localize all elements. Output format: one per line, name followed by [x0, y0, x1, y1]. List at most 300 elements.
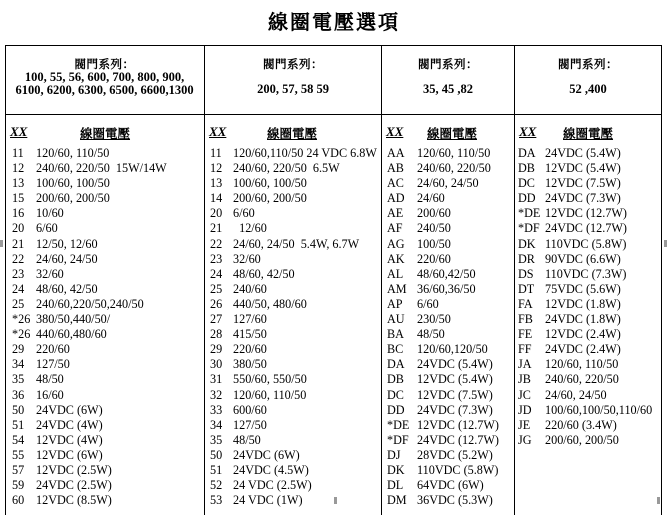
voltage-row — [12, 357, 202, 372]
voltage-value: 600/60 — [233, 402, 267, 417]
voltage-value: 48/60, 42/50 — [36, 281, 98, 296]
voltage-row — [210, 161, 380, 176]
voltage-value: 380/50,440/50/ — [36, 312, 111, 327]
voltage-row — [387, 282, 513, 297]
voltage-row — [12, 146, 202, 161]
voltage-row — [210, 388, 380, 403]
voltage-value: 12VDC (1.8W) — [545, 296, 621, 311]
voltage-row — [12, 478, 202, 493]
voltage-code: JD — [518, 402, 532, 417]
voltage-row — [518, 176, 660, 191]
voltage-value: 24VDC (12.7W) — [545, 221, 627, 236]
voltage-row — [387, 463, 513, 478]
voltage-code: AF — [387, 221, 403, 236]
voltage-code: 28 — [210, 327, 223, 342]
voltage-value: 240/60, 220/50 15W/14W — [36, 161, 167, 176]
voltage-row — [210, 206, 380, 221]
voltage-code: 23 — [12, 266, 25, 281]
voltage-value: 100/60,100/50,110/60 — [545, 402, 653, 417]
voltage-code: DR — [518, 251, 535, 266]
voltage-value: 12/50, 12/60 — [36, 236, 98, 251]
code-header: XX — [209, 124, 227, 139]
voltage-value: 12VDC (8.5W) — [36, 493, 112, 508]
voltage-row — [518, 161, 660, 176]
voltage-code: DS — [518, 266, 534, 281]
voltage-row — [12, 161, 202, 176]
voltage-value: 24VDC (5.4W) — [417, 357, 493, 372]
voltage-code: 16 — [12, 206, 25, 221]
voltage-code: 52 — [210, 478, 223, 493]
voltage-code: AD — [387, 191, 405, 206]
voltage-code: AB — [387, 161, 404, 176]
voltage-row — [210, 267, 380, 282]
voltage-row — [518, 206, 660, 221]
voltage-row — [12, 297, 202, 312]
voltage-row — [210, 221, 380, 236]
voltage-value: 90VDC (6.6W) — [545, 251, 621, 266]
voltage-list-2 — [210, 146, 380, 508]
voltage-value: 28VDC (5.2W) — [417, 447, 493, 462]
voltage-code: 60 — [12, 493, 25, 508]
voltage-value: 100/60, 100/50 — [36, 176, 110, 191]
voltage-row — [210, 312, 380, 327]
voltage-code: 51 — [12, 417, 25, 432]
voltage-code: 50 — [12, 402, 25, 417]
voltage-value: 380/50 — [233, 357, 267, 372]
voltage-value: 12VDC (7.5W) — [545, 176, 621, 191]
voltage-code: DC — [518, 176, 535, 191]
series-header-1 — [5, 58, 204, 97]
voltage-value: 24 VDC (1W) — [233, 493, 303, 508]
voltage-value: 32/60 — [36, 266, 64, 281]
voltage-code: 15 — [12, 191, 25, 206]
voltage-code: DD — [387, 402, 405, 417]
voltage-row — [518, 221, 660, 236]
voltage-value: 24VDC (4.5W) — [233, 462, 309, 477]
voltage-row — [518, 327, 660, 342]
series-line: 35, 45 ,82 — [423, 82, 473, 96]
voltage-code: 23 — [210, 251, 223, 266]
voltage-row — [12, 221, 202, 236]
voltage-code: 53 — [210, 493, 223, 508]
voltage-code: DJ — [387, 447, 401, 462]
voltage-header: 線圈電壓 — [80, 126, 131, 141]
voltage-value: 24 VDC (2.5W) — [233, 478, 312, 493]
voltage-code: FB — [518, 312, 533, 327]
column-header-4 — [519, 124, 659, 140]
voltage-code: 50 — [210, 447, 223, 462]
voltage-value: 230/50 — [417, 312, 451, 327]
voltage-value: 127/50 — [36, 357, 70, 372]
voltage-list-4 — [518, 146, 660, 448]
voltage-row — [387, 418, 513, 433]
voltage-code: 21 — [12, 236, 25, 251]
header-divider — [5, 114, 662, 115]
voltage-code: DC — [387, 387, 404, 402]
code-header: XX — [519, 124, 537, 139]
series-label: 閥門系列： — [418, 57, 478, 71]
column-header-1 — [10, 124, 200, 140]
voltage-code: BA — [387, 327, 404, 342]
voltage-code: DK — [518, 236, 536, 251]
voltage-code: AU — [387, 312, 405, 327]
series-label: 閥門系列： — [558, 57, 618, 71]
voltage-value: 16/60 — [36, 387, 64, 402]
voltage-code: 26 — [210, 296, 223, 311]
voltage-value: 10/60 — [36, 206, 64, 221]
voltage-code: 13 — [12, 176, 25, 191]
voltage-value: 6/60 — [233, 206, 255, 221]
voltage-value: 24/60 — [417, 191, 445, 206]
voltage-row — [387, 206, 513, 221]
voltage-row — [518, 388, 660, 403]
voltage-code: 20 — [12, 221, 25, 236]
voltage-code: JB — [518, 372, 531, 387]
voltage-row — [12, 267, 202, 282]
voltage-value: 415/50 — [233, 327, 267, 342]
voltage-value: 220/60 — [233, 342, 267, 357]
voltage-row — [12, 237, 202, 252]
voltage-value: 120/60, 110/50 — [233, 387, 307, 402]
voltage-value: 24/60, 24/50 5.4W, 6.7W — [233, 236, 360, 251]
voltage-value: 48/50 — [417, 327, 445, 342]
voltage-value: 12VDC (7.5W) — [417, 387, 493, 402]
voltage-code: *26 — [12, 312, 31, 327]
series-header-4 — [515, 58, 661, 96]
voltage-value: 120/60,120/50 — [417, 342, 488, 357]
voltage-value: 75VDC (5.6W) — [545, 281, 621, 296]
voltage-value: 100/50 — [417, 236, 451, 251]
voltage-value: 240/60, 220/50 6.5W — [233, 161, 340, 176]
voltage-code: 11 — [12, 146, 24, 160]
voltage-value: 12VDC (12.7W) — [417, 417, 499, 432]
voltage-row — [12, 312, 202, 327]
voltage-row — [518, 403, 660, 418]
voltage-code: 29 — [210, 342, 223, 357]
series-header-3 — [382, 58, 514, 96]
voltage-code: 24 — [12, 281, 25, 296]
voltage-value: 48/50 — [36, 372, 64, 387]
voltage-header: 線圈電壓 — [563, 126, 614, 141]
voltage-code: 34 — [12, 357, 25, 372]
voltage-value: 200/60, 200/50 — [233, 191, 307, 206]
series-line: 200, 57, 58 59 — [257, 82, 329, 96]
series-line: 100, 55, 56, 600, 700, 800, 900, — [24, 70, 185, 84]
voltage-row — [518, 146, 660, 161]
voltage-row — [12, 206, 202, 221]
voltage-code: AE — [387, 206, 404, 221]
voltage-row — [210, 191, 380, 206]
voltage-code: 55 — [12, 447, 25, 462]
voltage-value: 200/60 — [417, 206, 451, 221]
voltage-row — [387, 237, 513, 252]
voltage-value: 6/60 — [36, 221, 58, 236]
voltage-code: 22 — [210, 236, 223, 251]
voltage-value: 12VDC (4W) — [36, 432, 103, 447]
voltage-value: 120/60, 110/50 — [417, 146, 491, 160]
voltage-value: 220/60 — [36, 342, 70, 357]
voltage-row — [12, 388, 202, 403]
voltage-list-3 — [387, 146, 513, 508]
voltage-code: *DF — [518, 221, 540, 236]
voltage-row — [387, 191, 513, 206]
voltage-value: 36VDC (5.3W) — [417, 493, 493, 508]
voltage-value: 24VDC (5.4W) — [545, 146, 621, 160]
voltage-row — [210, 342, 380, 357]
voltage-row — [518, 191, 660, 206]
voltage-code: AP — [387, 296, 403, 311]
series-label: 閥門系列： — [74, 57, 135, 71]
voltage-code: AC — [387, 176, 404, 191]
voltage-row — [518, 267, 660, 282]
voltage-row — [210, 418, 380, 433]
voltage-code: JE — [518, 417, 531, 432]
voltage-value: 12VDC (2.4W) — [545, 327, 621, 342]
voltage-value: 12VDC (2.5W) — [36, 462, 112, 477]
voltage-value: 24/60, 24/50 — [417, 176, 479, 191]
voltage-row — [210, 372, 380, 387]
voltage-row — [210, 448, 380, 463]
voltage-value: 32/60 — [233, 251, 261, 266]
scan-mark — [657, 497, 660, 504]
voltage-code: 34 — [210, 417, 223, 432]
voltage-value: 200/60, 200/50 — [545, 432, 619, 447]
voltage-code: 11 — [210, 146, 222, 160]
voltage-code: AA — [387, 146, 405, 160]
voltage-row — [387, 372, 513, 387]
voltage-code: JG — [518, 432, 532, 447]
voltage-row — [387, 176, 513, 191]
voltage-row — [518, 357, 660, 372]
voltage-row — [387, 297, 513, 312]
voltage-value: 24VDC (6W) — [233, 447, 300, 462]
voltage-code: DT — [518, 281, 535, 296]
column-divider — [381, 45, 382, 515]
voltage-row — [518, 252, 660, 267]
code-header: XX — [10, 124, 28, 139]
voltage-row — [12, 433, 202, 448]
voltage-value: 12VDC (5.4W) — [545, 161, 621, 176]
voltage-row — [387, 252, 513, 267]
voltage-code: 32 — [210, 387, 223, 402]
voltage-code: AK — [387, 251, 405, 266]
voltage-value: 24VDC (6W) — [36, 402, 103, 417]
voltage-value: 120/60, 110/50 — [36, 146, 110, 160]
voltage-code: 51 — [210, 462, 223, 477]
voltage-value: 220/60 (3.4W) — [545, 417, 617, 432]
voltage-header: 線圈電壓 — [427, 126, 478, 141]
voltage-row — [12, 282, 202, 297]
voltage-row — [12, 327, 202, 342]
voltage-value: 240/60,220/50,240/50 — [36, 296, 144, 311]
voltage-row — [387, 161, 513, 176]
voltage-row — [518, 372, 660, 387]
voltage-row — [518, 418, 660, 433]
voltage-value: 240/60, 220/50 — [545, 372, 619, 387]
voltage-value: 110VDC (7.3W) — [545, 266, 627, 281]
voltage-code: DD — [518, 191, 536, 206]
voltage-value: 48/60,42/50 — [417, 266, 476, 281]
voltage-value: 24/60, 24/50 — [545, 387, 607, 402]
column-header-2 — [209, 124, 379, 140]
voltage-code: 27 — [210, 312, 223, 327]
voltage-code: 13 — [210, 176, 223, 191]
voltage-value: 100/60, 100/50 — [233, 176, 307, 191]
voltage-value: 24VDC (12.7W) — [417, 432, 499, 447]
voltage-value: 240/50 — [417, 221, 451, 236]
voltage-code: 21 — [210, 221, 223, 236]
voltage-value: 24VDC (2.4W) — [545, 342, 621, 357]
voltage-value: 440/50, 480/60 — [233, 296, 307, 311]
voltage-code: 12 — [12, 161, 25, 176]
voltage-row — [518, 237, 660, 252]
voltage-value: 440/60,480/60 — [36, 327, 107, 342]
voltage-code: DA — [387, 357, 405, 372]
voltage-code: DA — [518, 146, 536, 160]
voltage-row — [12, 403, 202, 418]
voltage-code: 36 — [12, 387, 25, 402]
voltage-code: 31 — [210, 372, 223, 387]
voltage-header: 線圈電壓 — [267, 126, 318, 141]
voltage-row — [387, 478, 513, 493]
voltage-list-1 — [12, 146, 202, 508]
voltage-row — [12, 191, 202, 206]
voltage-code: 20 — [210, 206, 223, 221]
voltage-value: 12VDC (5.4W) — [417, 372, 493, 387]
voltage-value: 36/60,36/50 — [417, 281, 476, 296]
voltage-code: *DE — [518, 206, 541, 221]
voltage-row — [210, 463, 380, 478]
voltage-row — [210, 237, 380, 252]
series-label: 閥門系列： — [263, 57, 323, 71]
voltage-row — [518, 342, 660, 357]
voltage-row — [387, 146, 513, 161]
voltage-code: DB — [518, 161, 535, 176]
voltage-value: 220/60 — [417, 251, 451, 266]
voltage-code: 57 — [12, 462, 25, 477]
voltage-row — [387, 267, 513, 282]
voltage-code: 59 — [12, 478, 25, 493]
voltage-value: 200/60, 200/50 — [36, 191, 110, 206]
scan-mark — [0, 240, 3, 247]
voltage-row — [387, 433, 513, 448]
voltage-row — [210, 433, 380, 448]
voltage-row — [210, 282, 380, 297]
page-title: 線圈電壓選項 — [268, 10, 400, 34]
code-header: XX — [386, 124, 404, 139]
voltage-value: 24VDC (7.3W) — [545, 191, 621, 206]
voltage-value: 110VDC (5.8W) — [545, 236, 627, 251]
voltage-row — [210, 357, 380, 372]
voltage-code: 25 — [210, 281, 223, 296]
voltage-row — [210, 493, 380, 508]
voltage-value: 12/60 — [233, 221, 267, 236]
voltage-row — [518, 433, 660, 448]
voltage-code: 12 — [210, 161, 223, 176]
column-divider — [514, 45, 515, 515]
voltage-row — [210, 297, 380, 312]
voltage-value: 64VDC (6W) — [417, 478, 484, 493]
series-line: 52 ,400 — [569, 82, 607, 96]
voltage-code: 35 — [12, 372, 25, 387]
voltage-value: 110VDC (5.8W) — [417, 462, 499, 477]
voltage-value: 24/60, 24/50 — [36, 251, 98, 266]
voltage-row — [387, 342, 513, 357]
voltage-row — [387, 312, 513, 327]
voltage-value: 127/60 — [233, 312, 267, 327]
voltage-code: *26 — [12, 327, 31, 342]
voltage-row — [387, 357, 513, 372]
voltage-row — [387, 448, 513, 463]
voltage-row — [12, 342, 202, 357]
voltage-value: 24VDC (2.5W) — [36, 478, 112, 493]
voltage-code: AM — [387, 281, 407, 296]
voltage-row — [210, 403, 380, 418]
voltage-value: 6/60 — [417, 296, 439, 311]
voltage-code: *DE — [387, 417, 410, 432]
voltage-value: 48/60, 42/50 — [233, 266, 295, 281]
voltage-value: 24VDC (7.3W) — [417, 402, 493, 417]
voltage-code: 35 — [210, 432, 223, 447]
voltage-value: 240/60, 220/50 — [417, 161, 491, 176]
voltage-row — [518, 312, 660, 327]
voltage-code: AL — [387, 266, 404, 281]
voltage-code: 14 — [210, 191, 223, 206]
column-divider — [204, 45, 205, 515]
voltage-value: 550/60, 550/50 — [233, 372, 307, 387]
series-line: 6100, 6200, 6300, 6500, 6600,1300 — [15, 83, 194, 97]
voltage-code: 54 — [12, 432, 25, 447]
voltage-code: BC — [387, 342, 404, 357]
series-header-2 — [205, 58, 381, 96]
voltage-code: JC — [518, 387, 531, 402]
voltage-code: 25 — [12, 296, 25, 311]
voltage-row — [518, 297, 660, 312]
voltage-row — [387, 327, 513, 342]
voltage-code: 24 — [210, 266, 223, 281]
voltage-value: 12VDC (6W) — [36, 447, 103, 462]
voltage-value: 48/50 — [233, 432, 261, 447]
voltage-row — [518, 282, 660, 297]
voltage-code: DB — [387, 372, 404, 387]
voltage-row — [12, 448, 202, 463]
voltage-value: 127/50 — [233, 417, 267, 432]
voltage-code: DL — [387, 478, 404, 493]
voltage-row — [12, 418, 202, 433]
voltage-row — [387, 221, 513, 236]
voltage-value: 120/60,110/50 24 VDC 6.8W — [233, 146, 377, 160]
voltage-row — [387, 403, 513, 418]
voltage-code: AG — [387, 236, 405, 251]
voltage-row — [12, 176, 202, 191]
scan-mark — [334, 497, 337, 504]
voltage-value: 12VDC (12.7W) — [545, 206, 627, 221]
voltage-row — [210, 146, 380, 161]
voltage-value: 24VDC (1.8W) — [545, 312, 621, 327]
voltage-row — [210, 252, 380, 267]
voltage-value: 120/60, 110/50 — [545, 357, 619, 372]
column-header-3 — [386, 124, 512, 140]
voltage-code: 33 — [210, 402, 223, 417]
voltage-row — [12, 463, 202, 478]
voltage-code: FA — [518, 296, 533, 311]
voltage-row — [210, 176, 380, 191]
scan-mark — [664, 240, 667, 247]
voltage-code: DK — [387, 462, 405, 477]
voltage-row — [12, 252, 202, 267]
voltage-row — [210, 478, 380, 493]
voltage-code: DM — [387, 493, 407, 508]
